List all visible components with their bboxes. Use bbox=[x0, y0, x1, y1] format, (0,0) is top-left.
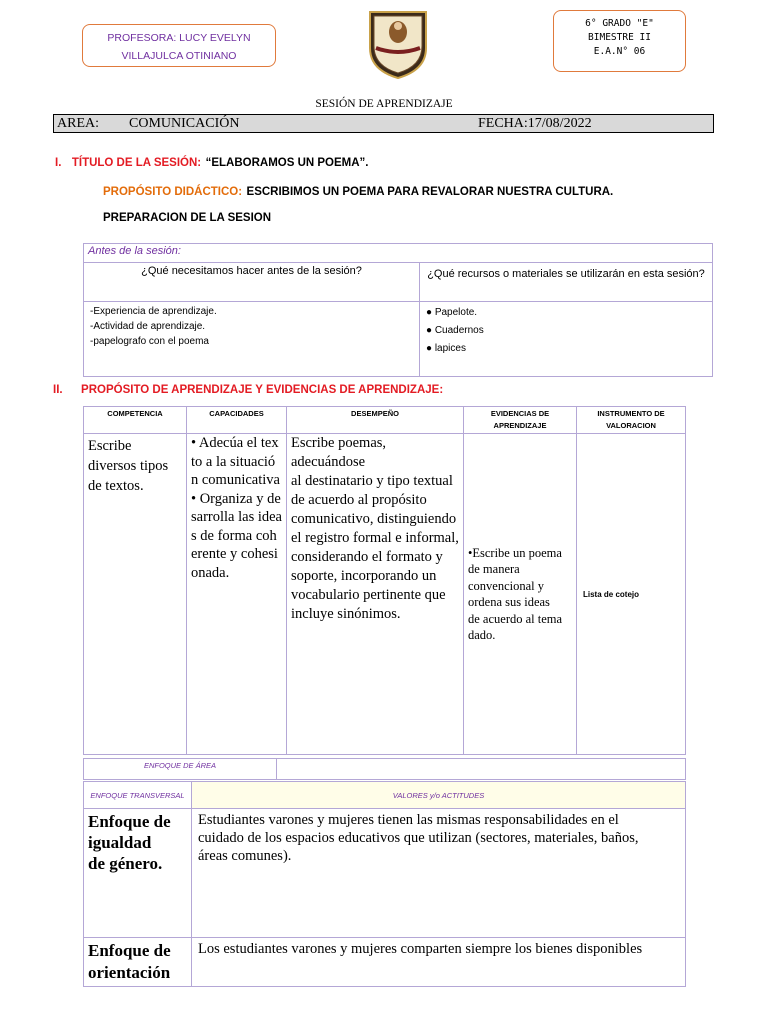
teacher-name-line2: VILLAJULCA OTINIANO bbox=[121, 50, 237, 62]
learning-table bbox=[83, 406, 686, 755]
list-item: -Actividad de aprendizaje. bbox=[90, 321, 206, 332]
col-header-valores: VALORES y/o ACTITUDES bbox=[192, 782, 686, 809]
session-date: FECHA:17/08/2022 bbox=[478, 116, 592, 131]
document-title: SESIÓN DE APRENDIZAJE bbox=[315, 98, 453, 110]
section2-label: PROPÓSITO DE APRENDIZAJE Y EVIDENCIAS DE APRENDIZAJE: bbox=[81, 384, 444, 396]
purpose-label: PROPÓSITO DIDÁCTICO: bbox=[103, 186, 243, 198]
section2-heading bbox=[53, 380, 443, 398]
competencia-cell: Escribe diversos tipos de textos. bbox=[84, 434, 187, 755]
valor-genero-cell: Estudiantes varones y mujeres tienen las mismas responsabilidades en el cuidado de los espacios educativos que utilizan (sectores, materiales, baños, áreas comunes). bbox=[192, 809, 686, 938]
col-header-desempeno: DESEMPEÑO bbox=[287, 407, 464, 434]
evidencias-cell: •Escribe un poema de manera convencional y ordena sus ideas de acuerdo al tema dado. bbox=[464, 434, 577, 755]
prep-col2-header: ¿Qué recursos o materiales se utilizarán en esta sesión? bbox=[420, 263, 713, 302]
prep-table-caption: Antes de la sesión: bbox=[84, 244, 713, 263]
area-label: AREA: bbox=[57, 116, 99, 131]
teacher-box bbox=[82, 24, 276, 67]
list-item: ● Cuadernos bbox=[426, 325, 484, 336]
bimester-line: BIMESTRE II bbox=[588, 32, 651, 43]
col-header-evidencias: EVIDENCIAS DE APRENDIZAJE bbox=[464, 407, 577, 434]
list-item: -Experiencia de aprendizaje. bbox=[90, 306, 217, 317]
purpose-line bbox=[103, 182, 613, 200]
desempeno-cell: Escribe poemas, adecuándose al destinatario y tipo textual de acuerdo al propósito comunicativo, distinguiendo el registro formal e informal, considerando el formato y soporte, incorporando un vocabulario pertinente que incluye sinónimos. bbox=[287, 434, 464, 755]
col-header-enfoque: ENFOQUE TRANSVERSAL bbox=[84, 782, 192, 809]
area-value: COMUNICACIÓN bbox=[129, 116, 240, 131]
enfoque-area-value bbox=[277, 758, 686, 780]
teacher-name-line1: PROFESORA: LUCY EVELYN bbox=[107, 32, 251, 44]
ean-line: E.A.N° 06 bbox=[593, 46, 646, 57]
session-title: “ELABORAMOS UN POEMA”. bbox=[205, 157, 369, 169]
section1-label: TÍTULO DE LA SESIÓN: bbox=[71, 157, 202, 169]
school-logo bbox=[366, 8, 430, 80]
list-item: ● Papelote. bbox=[426, 307, 478, 318]
list-item: -papelografo con el poema bbox=[90, 336, 209, 347]
col-header-capacidades: CAPACIDADES bbox=[187, 407, 287, 434]
col-header-instrumento: INSTRUMENTO DE VALORACION bbox=[577, 407, 686, 434]
list-item: ● lapices bbox=[426, 343, 466, 354]
capacidades-cell: • Adecúa el texto a la situación comunicativa • Organiza y desarrolla las ideas de forma coherente y cohesionada. bbox=[187, 434, 287, 755]
purpose-value: ESCRIBIMOS UN POEMA PARA REVALORAR NUESTRA CULTURA. bbox=[246, 186, 614, 198]
prep-heading: PREPARACION DE LA SESION bbox=[103, 212, 272, 224]
valor-orientacion-cell: Los estudiantes varones y mujeres comparten siempre los bienes disponibles bbox=[192, 938, 686, 987]
col-header-competencia: COMPETENCIA bbox=[84, 407, 187, 434]
section2-number: II. bbox=[53, 384, 63, 396]
prep-col1-list bbox=[84, 302, 420, 377]
enfoque-area-label: ENFOQUE DE ÁREA bbox=[83, 758, 277, 780]
prep-table bbox=[83, 243, 713, 377]
section1-heading bbox=[55, 153, 369, 171]
transversal-table bbox=[83, 781, 686, 987]
enfoque-genero-cell: Enfoque de igualdad de género. bbox=[84, 809, 192, 938]
prep-col1-header: ¿Qué necesitamos hacer antes de la sesión? bbox=[84, 263, 420, 302]
enfoque-orientacion-cell: Enfoque de orientación bbox=[84, 938, 192, 987]
grade-box bbox=[553, 10, 686, 72]
grade-line: 6° GRADO "E" bbox=[585, 18, 654, 29]
area-bar bbox=[53, 114, 714, 133]
instrumento-cell: Lista de cotejo bbox=[577, 434, 686, 755]
section1-number: I. bbox=[55, 157, 62, 169]
prep-col2-list bbox=[420, 302, 713, 377]
